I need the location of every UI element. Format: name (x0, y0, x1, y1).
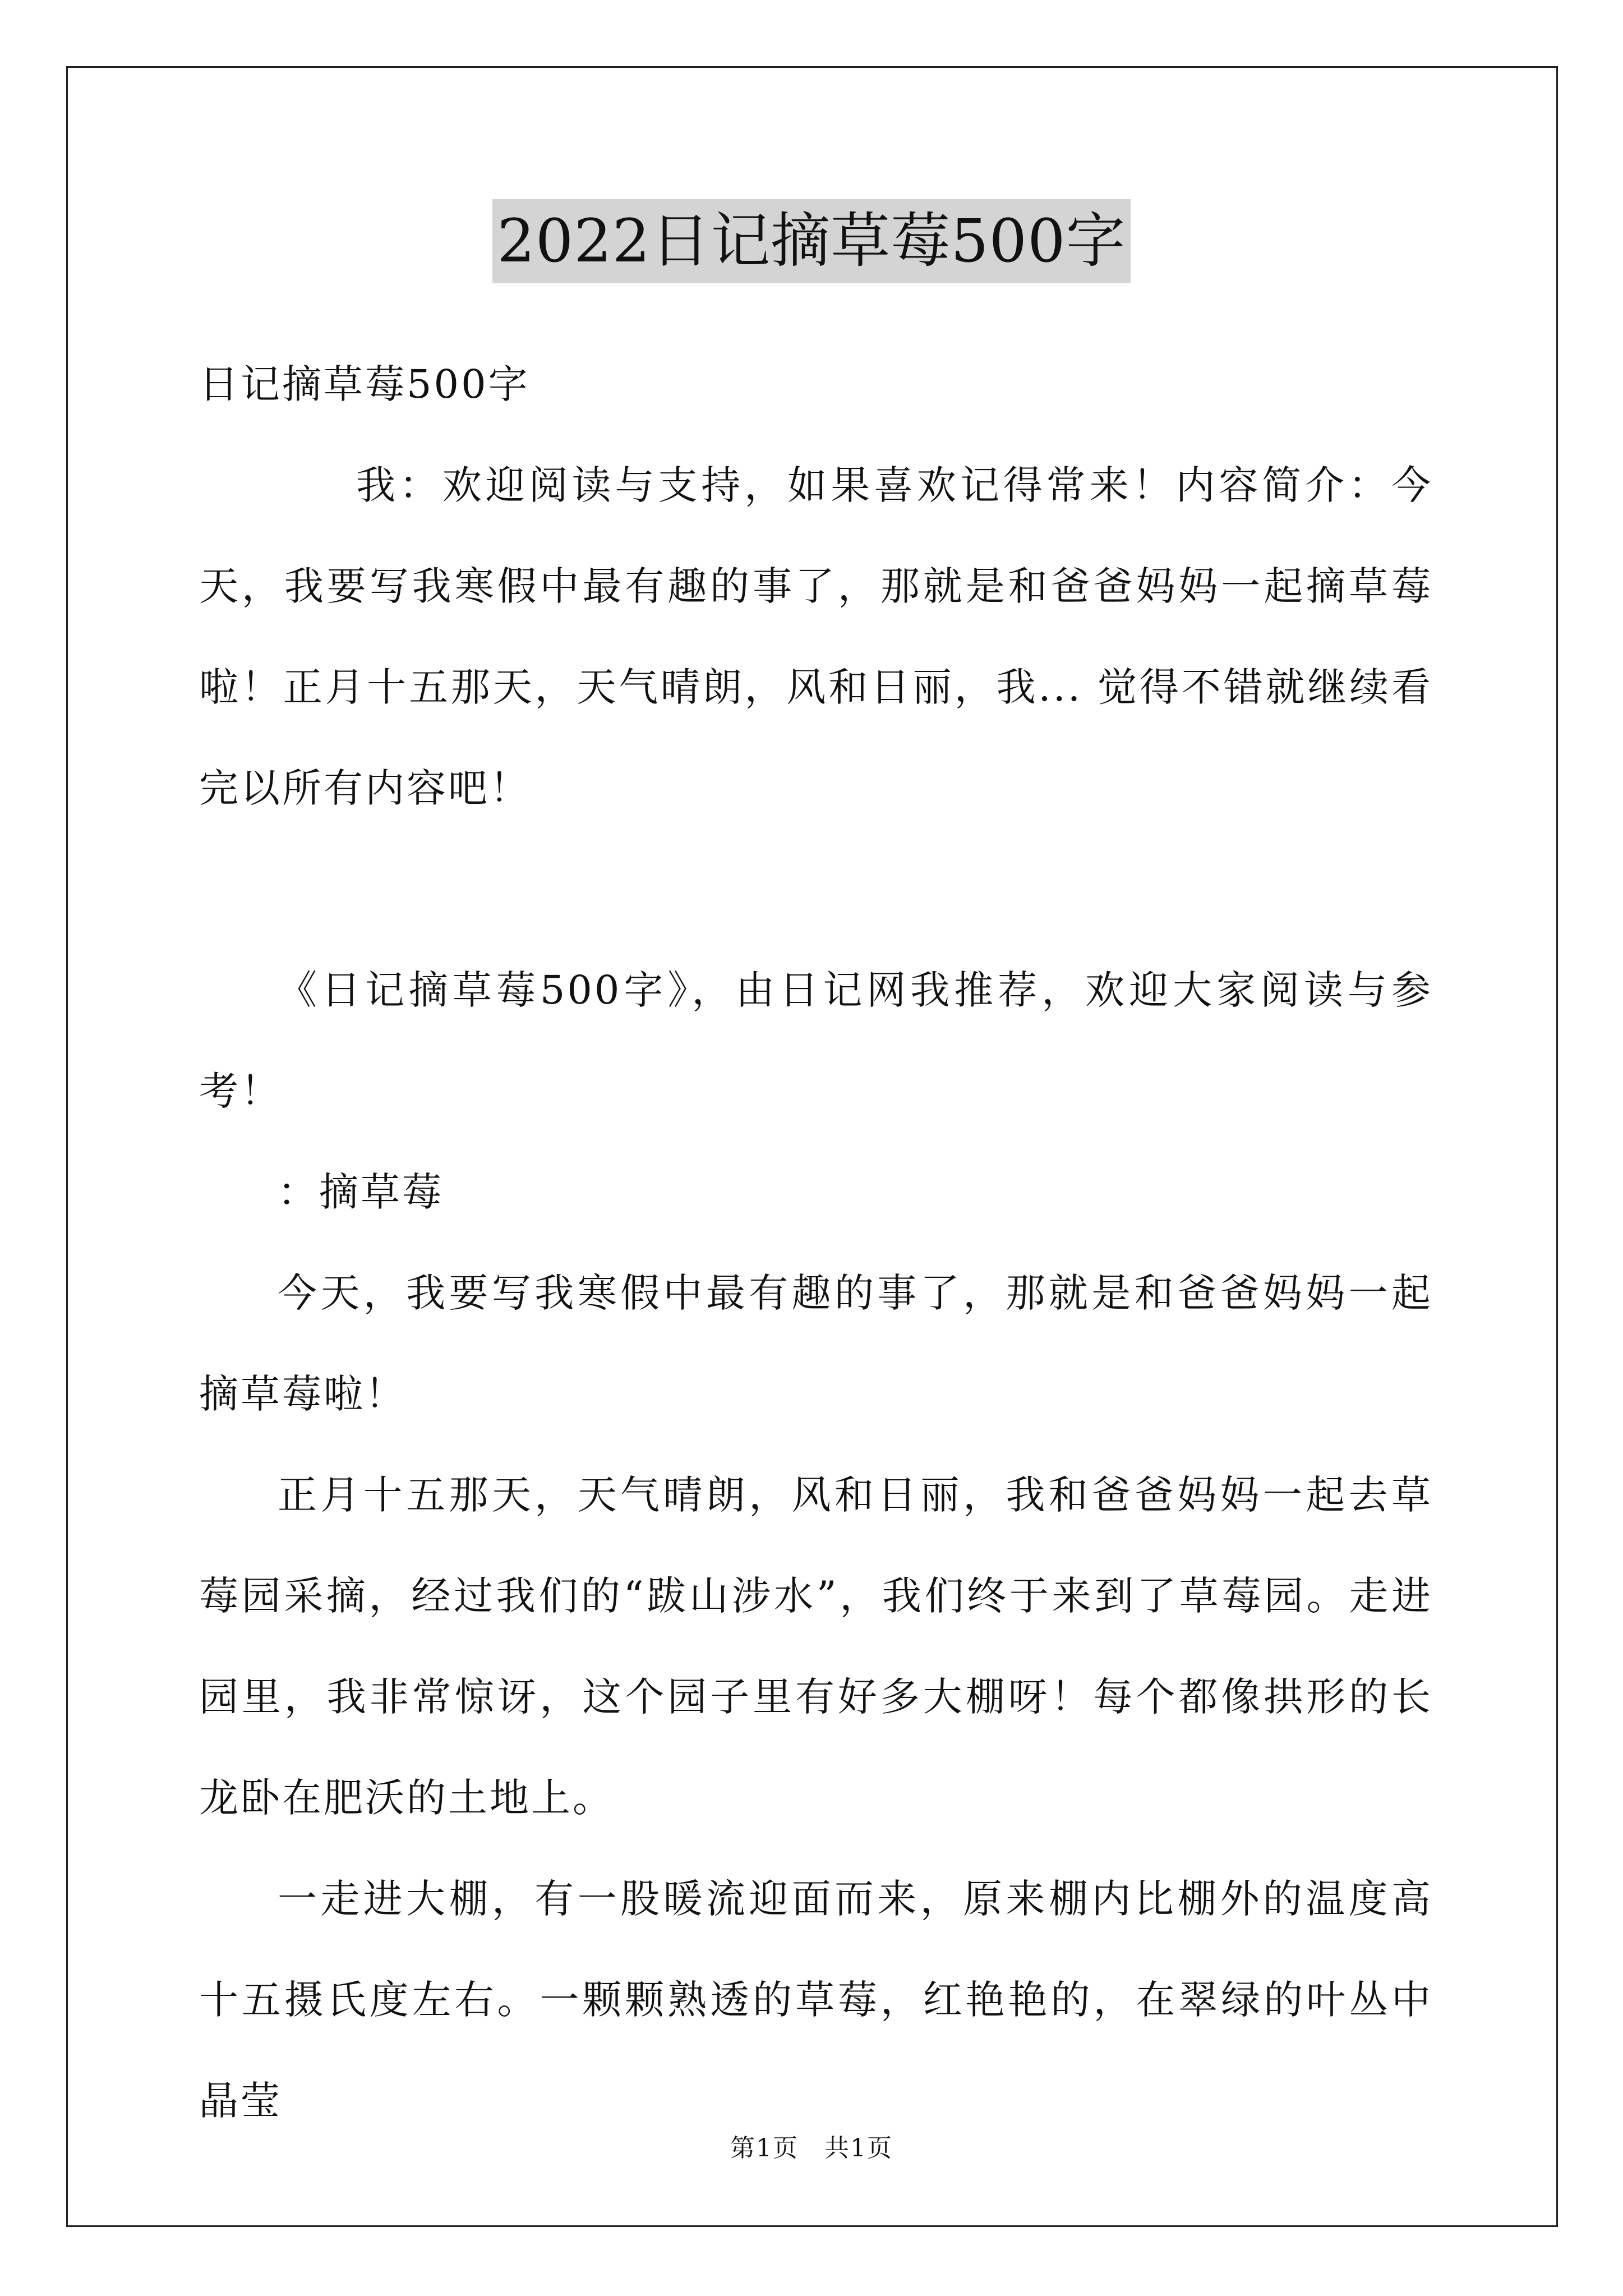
paragraph-gap (199, 839, 1433, 940)
body-paragraph: 一走进大棚，有一股暖流迎面而来，原来棚内比棚外的温度高十五摄氏度左右。一颗颗熟透的草莓，红艳艳的，在翠绿的叶丛中晶莹 (199, 1876, 1433, 2124)
body-paragraph: 正月十五那天，天气晴朗，风和日丽，我和爸爸妈妈一起去草莓园采摘，经过我们的“跋山涉水”，我们终于来到了草莓园。走进园里，我非常惊讶，这个园子里有好多大棚呀！每个都像拱形的长龙卧在肥沃的土地上。 (199, 1472, 1433, 1821)
document-title: 2022日记摘草莓500字 (492, 199, 1130, 283)
body-paragraph: 《日记摘草莓500字》，由日记网我推荐，欢迎大家阅读与参考！ (199, 967, 1433, 1114)
intro-paragraph: 我：欢迎阅读与支持，如果喜欢记得常来！内容简介：今天，我要写我寒假中最有趣的事了，那就是和爸爸妈妈一起摘草莓啦！正月十五那天，天气晴朗，风和日丽，我... 觉得不错就继续看完以所有内容吧！ (199, 462, 1433, 811)
page-footer: 第1页 共1页 (730, 2134, 893, 2162)
document-subtitle: 日记摘草莓500字 (199, 361, 530, 407)
body-paragraph: 今天，我要写我寒假中最有趣的事了，那就是和爸爸妈妈一起摘草莓啦！ (199, 1270, 1433, 1417)
title-container (0, 199, 1623, 283)
body-paragraph: ：摘草莓 (278, 1169, 444, 1215)
document-body (199, 334, 1433, 2151)
